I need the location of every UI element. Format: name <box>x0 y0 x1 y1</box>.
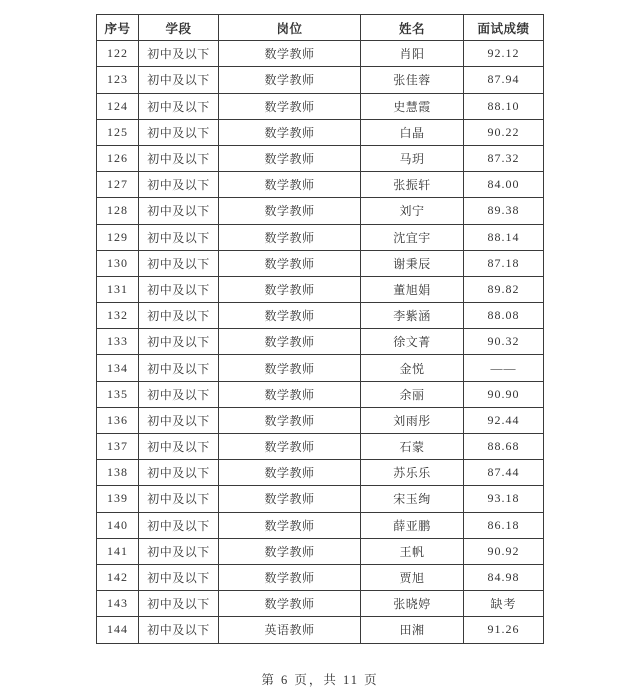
cell-no: 130 <box>97 250 139 276</box>
cell-no: 141 <box>97 538 139 564</box>
cell-position: 数学教师 <box>219 486 361 512</box>
cell-name: 宋玉绚 <box>361 486 464 512</box>
cell-no: 140 <box>97 512 139 538</box>
cell-name: 肖阳 <box>361 41 464 67</box>
cell-no: 135 <box>97 381 139 407</box>
cell-position: 数学教师 <box>219 93 361 119</box>
cell-no: 137 <box>97 434 139 460</box>
cell-name: 金悦 <box>361 355 464 381</box>
cell-name: 谢秉辰 <box>361 250 464 276</box>
cell-score: 88.08 <box>464 303 544 329</box>
header-row <box>97 15 544 41</box>
cell-position: 数学教师 <box>219 172 361 198</box>
cell-score: 87.18 <box>464 250 544 276</box>
cell-no: 131 <box>97 276 139 302</box>
cell-position: 数学教师 <box>219 407 361 433</box>
cell-name: 刘宁 <box>361 198 464 224</box>
cell-score: 87.44 <box>464 460 544 486</box>
cell-stage: 初中及以下 <box>139 276 219 302</box>
column-header-position: 岗位 <box>219 15 361 41</box>
cell-no: 132 <box>97 303 139 329</box>
column-header-name: 姓名 <box>361 15 464 41</box>
table-row <box>97 591 544 617</box>
results-table <box>96 14 544 644</box>
cell-score: 92.44 <box>464 407 544 433</box>
cell-name: 马玥 <box>361 145 464 171</box>
cell-stage: 初中及以下 <box>139 381 219 407</box>
table-row <box>97 250 544 276</box>
cell-name: 王帆 <box>361 538 464 564</box>
results-table-body <box>97 41 544 643</box>
cell-no: 122 <box>97 41 139 67</box>
cell-position: 数学教师 <box>219 41 361 67</box>
page-footer: 第 6 页，共 11 页 <box>261 673 379 687</box>
cell-score: 86.18 <box>464 512 544 538</box>
cell-position: 数学教师 <box>219 250 361 276</box>
cell-name: 石蒙 <box>361 434 464 460</box>
cell-stage: 初中及以下 <box>139 486 219 512</box>
cell-score: 84.00 <box>464 172 544 198</box>
cell-score: 92.12 <box>464 41 544 67</box>
cell-position: 数学教师 <box>219 198 361 224</box>
table-row <box>97 303 544 329</box>
cell-stage: 初中及以下 <box>139 407 219 433</box>
cell-position: 数学教师 <box>219 119 361 145</box>
cell-name: 沈宜宇 <box>361 224 464 250</box>
cell-score: 90.22 <box>464 119 544 145</box>
cell-position: 数学教师 <box>219 434 361 460</box>
cell-stage: 初中及以下 <box>139 198 219 224</box>
cell-name: 董旭娟 <box>361 276 464 302</box>
table-row <box>97 119 544 145</box>
cell-no: 133 <box>97 329 139 355</box>
cell-score: 84.98 <box>464 564 544 590</box>
cell-stage: 初中及以下 <box>139 145 219 171</box>
cell-score: 90.92 <box>464 538 544 564</box>
cell-stage: 初中及以下 <box>139 172 219 198</box>
table-row <box>97 67 544 93</box>
cell-position: 数学教师 <box>219 591 361 617</box>
cell-no: 139 <box>97 486 139 512</box>
cell-stage: 初中及以下 <box>139 93 219 119</box>
cell-score: 93.18 <box>464 486 544 512</box>
cell-no: 129 <box>97 224 139 250</box>
cell-score: 88.14 <box>464 224 544 250</box>
column-header-stage: 学段 <box>139 15 219 41</box>
cell-name: 张佳蓉 <box>361 67 464 93</box>
cell-position: 数学教师 <box>219 381 361 407</box>
table-row <box>97 538 544 564</box>
cell-no: 123 <box>97 67 139 93</box>
cell-score: 90.32 <box>464 329 544 355</box>
cell-score: —— <box>464 355 544 381</box>
table-row <box>97 41 544 67</box>
cell-score: 缺考 <box>464 591 544 617</box>
table-row <box>97 512 544 538</box>
cell-no: 124 <box>97 93 139 119</box>
table-row <box>97 486 544 512</box>
cell-name: 薛亚鹏 <box>361 512 464 538</box>
cell-name: 史慧霞 <box>361 93 464 119</box>
table-row <box>97 145 544 171</box>
cell-no: 142 <box>97 564 139 590</box>
cell-no: 128 <box>97 198 139 224</box>
cell-stage: 初中及以下 <box>139 591 219 617</box>
cell-name: 徐文菁 <box>361 329 464 355</box>
cell-position: 数学教师 <box>219 538 361 564</box>
cell-no: 136 <box>97 407 139 433</box>
cell-stage: 初中及以下 <box>139 355 219 381</box>
column-header-score: 面试成绩 <box>464 15 544 41</box>
cell-stage: 初中及以下 <box>139 41 219 67</box>
cell-position: 数学教师 <box>219 512 361 538</box>
cell-score: 91.26 <box>464 617 544 643</box>
cell-stage: 初中及以下 <box>139 329 219 355</box>
cell-no: 127 <box>97 172 139 198</box>
cell-stage: 初中及以下 <box>139 250 219 276</box>
table-row <box>97 172 544 198</box>
cell-score: 88.68 <box>464 434 544 460</box>
cell-position: 数学教师 <box>219 276 361 302</box>
table-row <box>97 434 544 460</box>
cell-position: 数学教师 <box>219 564 361 590</box>
cell-name: 李紫涵 <box>361 303 464 329</box>
table-row <box>97 407 544 433</box>
cell-position: 数学教师 <box>219 67 361 93</box>
table-row <box>97 381 544 407</box>
cell-score: 90.90 <box>464 381 544 407</box>
table-row <box>97 93 544 119</box>
table-row <box>97 198 544 224</box>
table-row <box>97 224 544 250</box>
cell-stage: 初中及以下 <box>139 119 219 145</box>
cell-no: 134 <box>97 355 139 381</box>
cell-stage: 初中及以下 <box>139 512 219 538</box>
cell-no: 144 <box>97 617 139 643</box>
cell-score: 89.38 <box>464 198 544 224</box>
cell-score: 87.94 <box>464 67 544 93</box>
cell-position: 数学教师 <box>219 303 361 329</box>
cell-no: 138 <box>97 460 139 486</box>
cell-stage: 初中及以下 <box>139 460 219 486</box>
table-row <box>97 460 544 486</box>
cell-position: 数学教师 <box>219 145 361 171</box>
cell-name: 张晓婷 <box>361 591 464 617</box>
cell-name: 刘雨彤 <box>361 407 464 433</box>
cell-no: 143 <box>97 591 139 617</box>
cell-position: 数学教师 <box>219 224 361 250</box>
cell-name: 白晶 <box>361 119 464 145</box>
cell-name: 余丽 <box>361 381 464 407</box>
cell-stage: 初中及以下 <box>139 538 219 564</box>
cell-position: 数学教师 <box>219 329 361 355</box>
cell-stage: 初中及以下 <box>139 67 219 93</box>
cell-stage: 初中及以下 <box>139 617 219 643</box>
cell-stage: 初中及以下 <box>139 564 219 590</box>
table-row <box>97 355 544 381</box>
table-row <box>97 276 544 302</box>
cell-name: 苏乐乐 <box>361 460 464 486</box>
table-row <box>97 329 544 355</box>
cell-position: 英语教师 <box>219 617 361 643</box>
results-table-header <box>97 15 544 41</box>
cell-score: 87.32 <box>464 145 544 171</box>
cell-no: 125 <box>97 119 139 145</box>
column-header-no: 序号 <box>97 15 139 41</box>
table-row <box>97 617 544 643</box>
cell-no: 126 <box>97 145 139 171</box>
cell-position: 数学教师 <box>219 355 361 381</box>
table-row <box>97 564 544 590</box>
cell-score: 89.82 <box>464 276 544 302</box>
cell-stage: 初中及以下 <box>139 224 219 250</box>
cell-name: 田湘 <box>361 617 464 643</box>
cell-stage: 初中及以下 <box>139 434 219 460</box>
cell-name: 贾旭 <box>361 564 464 590</box>
cell-name: 张振轩 <box>361 172 464 198</box>
cell-stage: 初中及以下 <box>139 303 219 329</box>
cell-position: 数学教师 <box>219 460 361 486</box>
cell-score: 88.10 <box>464 93 544 119</box>
